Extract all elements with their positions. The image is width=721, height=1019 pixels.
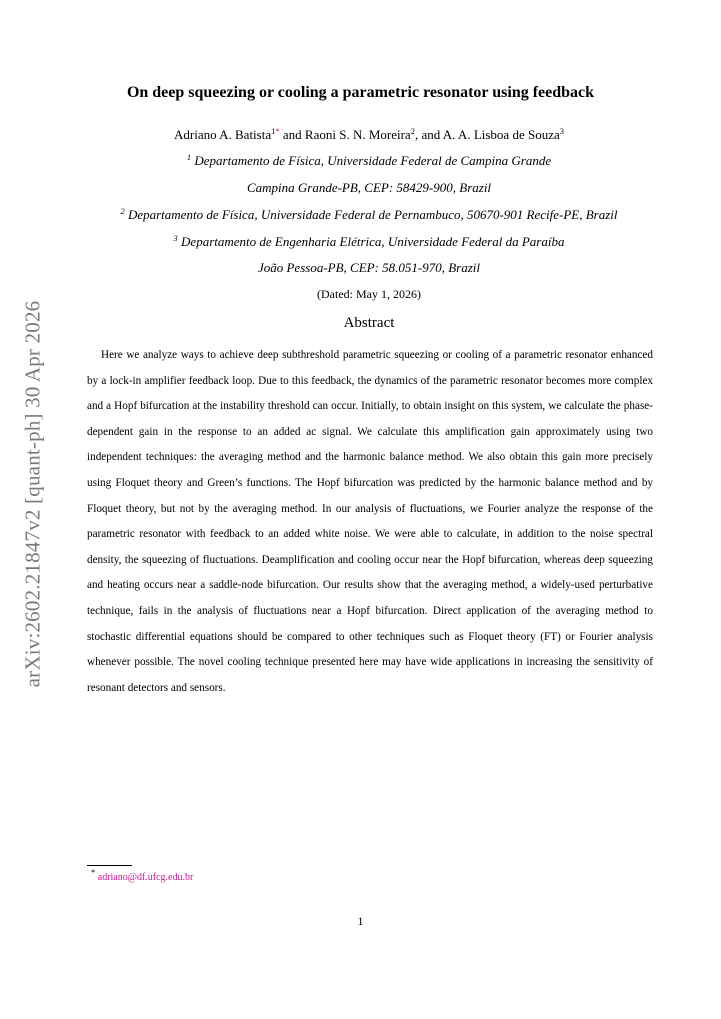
abstract-text: Here we analyze ways to achieve deep subthreshold parametric squeezing or cooling of a parametric resonator enhanced by a lock-in amplifier feedback loop. Due to this feedback, the dynamics of the parametric resonator becomes more complex and a Hopf bifurcation at the instability threshold can occur. Initially, to obtain insight on this system, we calculate the phase-dependent gain in the response to an added ac signal. We calculate this amplification gain approximately using two independent techniques: the averaging method and the harmonic balance method. We also obtain this gain more precisely using Floquet theory and Green’s functions. The Hopf bifurcation was predicted by the harmonic balance method and by Floquet theory, but not by the averaging method. In our analysis of fluctuations, we Fourier analyze the response of the parametric resonator with feedback to an added white noise. We were able to calculate, in addition to the noise spectral density, the squeezing of fluctuations. Deamplification and cooling occur near the Hopf bifurcation, whereas deep squeezing and heating occurs near a saddle-node bifurcation. Our results show that the averaging method, a widely-used perturbative technique, fails in the analysis of fluctuations near a Hopf bifurcation. Direct application of the averaging method to stochastic differential equations should be compared to other techniques such as Floquet theory (FT) or Fourier analysis whenever possible. The novel cooling technique presented here may have wide applications in increasing the sensitivity of resonant detectors and sensors.	[87, 349, 653, 694]
arxiv-identifier: arXiv:2602.21847v2 [quant-ph] 30 Apr 2026	[20, 300, 45, 688]
affiliation-mark: 3	[559, 126, 564, 136]
affiliation-line	[0, 153, 721, 169]
author-name: Raoni S. N. Moreira	[304, 127, 411, 142]
affiliation-mark: 1	[271, 126, 276, 136]
affiliation-number: 1	[186, 152, 192, 162]
affiliation-number: 3	[173, 233, 178, 243]
affiliation-line	[0, 180, 721, 196]
footnote-divider	[87, 865, 132, 866]
affiliation-mark: 2	[410, 126, 415, 136]
paper-title: On deep squeezing or cooling a parametric resonator using feedback	[126, 84, 595, 101]
author-list	[0, 127, 721, 143]
author-separator: , and	[414, 127, 443, 142]
affiliation-line	[0, 234, 721, 250]
author-name: A. A. Lisboa de Souza	[442, 127, 560, 142]
author-separator: and	[279, 127, 305, 142]
affiliation-text: Departamento de Física, Universidade Federal de Pernambuco, 50670-901 Recife-PE, Brazil	[127, 207, 618, 222]
page-number: 1	[357, 914, 364, 928]
date-line: (Dated: May 1, 2026)	[317, 287, 421, 301]
author-name: Adriano A. Batista	[173, 127, 272, 142]
affiliation-text: João Pessoa-PB, CEP: 58.051-970, Brazil	[257, 260, 481, 275]
affiliation-text: Departamento de Engenharia Elétrica, Universidade Federal da Paraíba	[181, 234, 565, 249]
affiliation-text: Campina Grande-PB, CEP: 58429-900, Brazil	[246, 180, 492, 195]
email-link[interactable]: adriano@df.ufcg.edu.br	[97, 872, 194, 883]
affiliation-line	[0, 260, 721, 276]
abstract-heading: Abstract	[343, 315, 395, 331]
footnote-mark: *	[91, 867, 96, 877]
affiliation-text: Departamento de Física, Universidade Federal de Campina Grande	[194, 153, 552, 168]
corresponding-author-link[interactable]: *	[275, 126, 280, 136]
affiliation-line	[0, 207, 721, 223]
affiliation-number: 2	[120, 206, 125, 216]
footnote	[91, 867, 194, 883]
